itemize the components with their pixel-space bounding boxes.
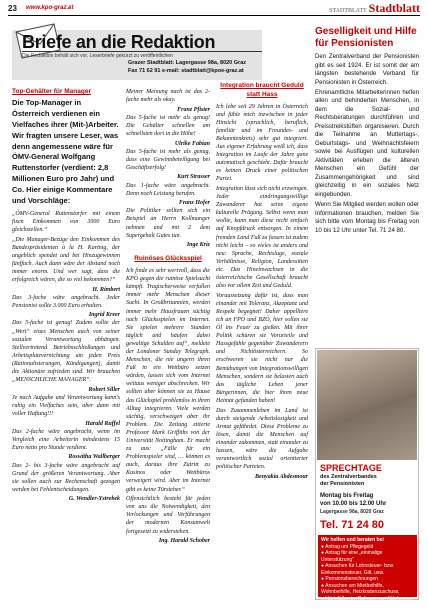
editorial-contact: Fax 71 62 91 e-mail: stadtblatt@kpoe-graz.at [128, 68, 244, 74]
article-heading-pensioners: Geselligkeit und Hilfe für Pensionisten [315, 26, 417, 49]
letter-text: Das 5-fache ist genug! Zudem sollte der „Wert“ eines Menschen auch von seiner sozialen Verantwortung abhängen. Stellvertretend Betriebsschließungen und Arbeitsplatzvernichtung um jeden Preis (Rationalisierungen, Kündigungen), damit die Aktionäre zufrieden sind. Wir brauchen „MENSCHLICHE MANAGER“. [12, 320, 120, 384]
letter-text: Das 5-fache ist mehr als genug, dass eine Gewinnbeteiligung bei Geschäftserfolg! [126, 148, 210, 171]
ad-subtitle-1: des Zentralverbandes [320, 474, 377, 480]
column-letters-2 [126, 88, 210, 545]
ad-subtitle-2: der Pensionisten [320, 481, 365, 487]
section-title: Briefe an die Redaktion [22, 32, 216, 52]
list-item: ● Antrag um Pflegegeld [321, 543, 374, 550]
letter-text: Die Politiker sollten sich ein Beispiel an Herrn Kollmanger nehmen und mit 2 dem Supergehalt Gutes tun. [126, 208, 210, 239]
article-heading-gambling: Ruinöses Glücksspiel [134, 255, 202, 263]
letter-text: Das 1-fache wäre angebracht. Denn noch Leistung berufen. [126, 182, 210, 197]
letter-signature: Harald Ruffel [85, 420, 120, 427]
ad-address: Lagergasse 98a, 8020 Graz [320, 509, 384, 515]
letter-text: Ich lebe seit 29 Jahren in Österreich und fühle mich inzwischen in jeder Hinsicht (sprachlich, beruflich, familiär und im Freundes- und Bekanntenkreis) sehr gut integriert. Aus eigener Erfahrung weiß ich, dass Integration im Laufe der Jahre ganz automatisch geschieht. Dafür braucht es keinen Druck einer politischen Partei. [216, 103, 308, 183]
letter-signature: Benyakia Abdesmour [255, 473, 308, 480]
ad-phone[interactable]: Tel. 71 24 80 [320, 519, 385, 531]
letter-signature: Roswitha Wallberger [68, 454, 120, 461]
letter-text: Meiner Meinung nach ist das 2-fache mehr als okay. [126, 89, 210, 104]
letter-signature: H. Rimbert [92, 286, 120, 293]
column-manager-salaries [12, 88, 120, 504]
letter-text: „ÖMV-General Ruttenstorfer mit einem fixen Einkommen von 3000 Euro gleichstellen.“ [12, 210, 120, 233]
column-integration [216, 82, 308, 481]
page-number: 23 [8, 4, 17, 13]
article-heading-manager: Top-Gehälter für Manager [12, 88, 91, 95]
ad-services-list [318, 535, 417, 608]
article-paragraph: Den Zentralverband der Pensionisten gibt es seit 1924. Er ist somit der am längsten bestehende Verband für Pensionisten in Österreich. [315, 53, 419, 86]
site-url[interactable]: www.kpo-graz.at [26, 5, 74, 11]
logo-prefix: STADTBLATT [329, 8, 367, 14]
article-paragraph: Ehrenamtliche Mitarbeiterinnen helfen allen und behinderten Menschen, in dem die Sozial- und Rechtsberatungen durchführen und Preisstreikstüften organisieren. Durch die Teilnahme an Muttertags-, Geburtstags- und Weihnachtsfeiern sowie bei Ausflügen und kulturellen Aktivitäten erleben die älteren Menschen ein Gefühl der Zusammengehörigkeit und sind gleichzeitig in ein soziales Netz eingebunden. [315, 88, 419, 198]
list-item: ● Pensionsberechnungen [321, 576, 378, 582]
letter-text: Ich finde es sehr wertvoll, dass die KPÖ gegen die ruinöse Spielsucht kämpft. Tragischerweise verfallen immer mehr Menschen dieser Sucht. In Großbritannien, werden immer mehr Hausfrauen süchtig nach Glücksspielen im Internet. Sie spielen mehrere Stunden täglich und häufen dabei gewaltige Schulden auf“, meldete der Londoner Sunday Telegraph. Menschen, die nie ungern ihren Fuß in ein Wettbüro setzen würden, lassen sich vom Internet weitaus weniger abschrecken. Wir sollten aber können sie zu Hause das Glückspiel problemlos in ihren Alltag integrieren. Viele werden süchtig, verschweigen aber ihr Problem. Die Zeitung zitierte Professor Mark Griffiths von der Universität Nottingham. Er macht zu aus: „Fälle für ein Problemspieler sind, … können es auch, daraus ihre Zutritt zu Kasinos oder Wettbüros verweigert wird. Aber im Internet gibt es keine Türsteher.“ [126, 268, 210, 493]
article-lead: Die Top-Manager in Österreich verdienen ein Vielfaches ihrer (Mit-)Arbeiter. Wir fragten unsere Leser, was denn angemessene wäre für ÖMV-General Wolfgang Ruttenstorfer (verdient: 2,8 Millionen Euro pro Jahr) und Co. Hier einige Kommentare und Vorschläge: [12, 98, 119, 205]
column-pensioners [315, 26, 419, 237]
letter-signature: Ingrid Kreer [88, 312, 120, 319]
letter-signature: Robert Siller [88, 386, 120, 393]
newspaper-logo [329, 1, 420, 16]
ad-title: SPRECHTAGE [320, 463, 382, 473]
letter-text: Das 2- bis 3-fache wäre angebracht auf Grund der größeren Verantwortung. Aber sie sollen auch zur Rechenschaft gezogen werden bei Fehlentscheidungen. [12, 462, 120, 493]
letter-signature: G. Wendler-Ystrebek [68, 496, 120, 503]
letters-list [12, 210, 120, 504]
article-paragraph: Wenn Sie Mitglied werden wollen oder Informationen brauchen, melden Sie sich bitte vom Montag bis Freitag von 10 bis 12 Uhr unter Tel. 71 24 80. [315, 201, 419, 234]
letter-signature: Ing. Harald Schober [158, 538, 210, 545]
ad-hours: von 10.00 bis 12.00 Uhr [320, 501, 387, 507]
logo-text: Stadtblatt [368, 1, 420, 15]
ad-days: Montag bis Freitag [320, 493, 374, 499]
letter-text: Je nach Aufgabe und Verantwortung kann's ruhig ein Vielfaches sein, aber dann mit voller Haftung!!! [12, 394, 120, 417]
letter-text: Das 3-fache wäre angebracht. Jeder Pensionist sollte 3.000 Euro erhalten. [12, 294, 120, 309]
letter-text: Das 5-fache ist mehr als genug! Die Gehälter schnellen am schnellsten dort in die Höhe! [126, 114, 210, 137]
top-bar [8, 1, 420, 16]
letter-text: Integration lässt sich nicht erzwingen. Jeder eindringungswillige Zuwanderer hat seine eigene kulturelle Prägung. Selbst wenn man wollte, kann man diese nicht einfach auf Knopfdruck entsorgen. In einem fremden Land Fuß zu fassen ist zudem nicht leicht – so vieles ist anders und neu: Sprache, Rechtslage, soziale Verhältnisse, Religion, Landessitten etc. Das Hineinwachsen in die österreichische Gesellschaft braucht also vor allem Zeit und Geduld. [216, 185, 308, 290]
letter-text: Offensichtlich besteht für jeden von uns die Notwendigkeit, den Verlockungen und Verführungen der modernen Konsumwelt fortgesetzt zu widerstehen. [126, 496, 210, 535]
letter-text: Das Zusammenleben im Land ist durch steigende Arbeitslosigkeit und Armut gefährdet. Diese Probleme zu lösen, damit die Menschen auf einander zukommen, statt einander zu hassen, wäre die Aufgabe verantwortlich sozial orientierter politischer Parteien. [216, 407, 308, 471]
list-item: ● Härtefällen im Rahmen von Ablehnung und Erfüllung [321, 595, 412, 608]
pensioners-photo [317, 350, 417, 460]
ad-list-heading: Wir helfen und beraten bei [321, 537, 384, 543]
letter-text: Das 2-fache wäre angebracht, wenn im Vergleich eine Arbeiterin mindestens 15 Euro netto pro Stunde verdient. [12, 428, 120, 451]
letter-signature: Franz Hofer [178, 200, 210, 207]
list-item: ● Ansuchen um Mietbeihilfe, Wohnbeihilfe, Heizkostenzuschuss, [321, 582, 400, 595]
editorial-address: Grazer Stadtblatt: Lagergasse 98a, 8020 Graz [128, 60, 246, 66]
letter-signature: Kurt Strasser [177, 174, 210, 181]
letter-signature: Inge Kriz [186, 242, 210, 249]
advertisement-box [315, 348, 419, 608]
section-subtitle: Die Redaktion behält sich vor, Leserbriefe gekürzt zu veröffentlichen [22, 51, 262, 59]
article-heading-integration: Integration braucht Geduld statt Hass [220, 82, 304, 98]
letter-signature: Ulrike Fabian [174, 140, 210, 147]
letter-text: Voraussetzung dafür ist, dass man einander mit Toleranz, Akzeptanz und Respekt begegnet! Daher appelliere ich an FPÖ und BZÖ, hier sollen sie Öl ins Feuer zu gießen. Mit ihrer Politik schüren sie Vorurteile und Hassgefühle gegenüber Zuwanderern und Nichtösterreichern. So erschweren sie nicht nur die Bemühungen von Integrationswilligen Menschen, sondern sie belasten auch das tägliche Leben jener Bürgerinnen, die hier ihren neue Heimat gefunden haben! [216, 292, 308, 404]
letter-signature: Franz Pfister [177, 106, 210, 113]
list-item: ● Ansuchen für Lohnsteuer- bzw. Einkommensteuer, Gilt, usw. [321, 563, 395, 576]
letter-text: „Die Manager-Bezüge den Einkommen des Bundespräsidenten à la H. Kartnig, der angeblich spendet und bei Hinzugewinnen fünffach. Auch dann wäre der Abstand noch immer enorm. Und wer sagt, dass die erfolgreich wären, die so viel bekommen?“ [12, 236, 120, 283]
list-item: ● Antrag für eine „einmalige Unterstützung“ [321, 550, 383, 563]
